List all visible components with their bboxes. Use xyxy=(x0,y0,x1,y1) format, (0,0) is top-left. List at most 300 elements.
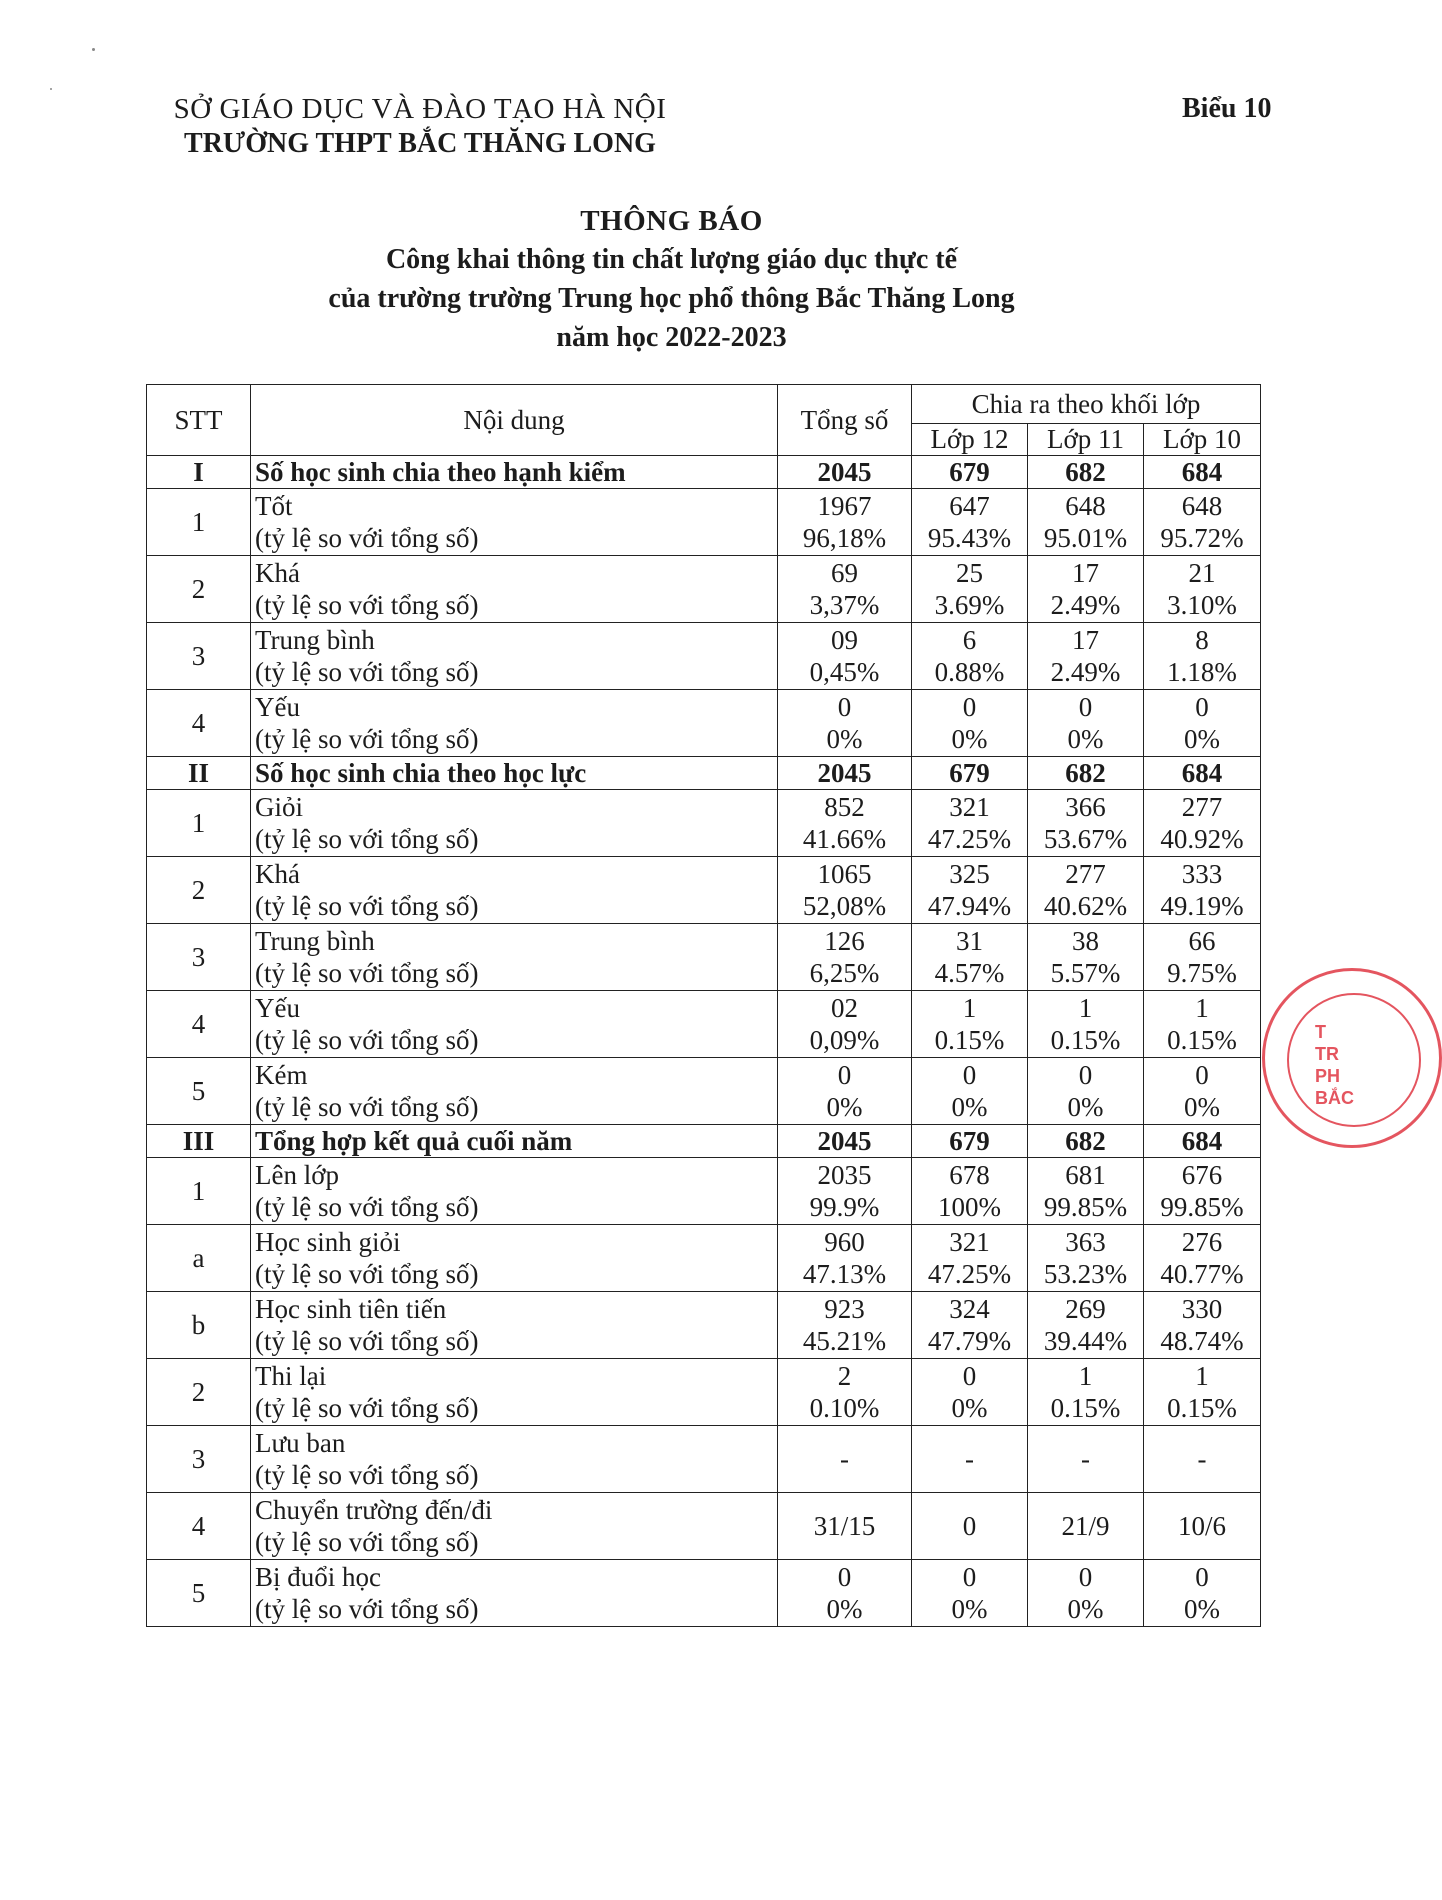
percent-value: 47.94% xyxy=(927,891,1012,921)
cell-g12 xyxy=(912,456,1028,489)
count-value: 684 xyxy=(1181,457,1223,487)
percent-value: 0.15% xyxy=(1050,1025,1121,1055)
count-value: 17 xyxy=(1072,625,1099,655)
count-value: 923 xyxy=(824,1294,865,1324)
item-label: Thi lại xyxy=(255,1361,327,1391)
table-row xyxy=(147,556,1261,623)
cell-total xyxy=(778,1560,912,1627)
stt-value: 3 xyxy=(191,941,206,972)
cell-g11 xyxy=(1028,924,1144,991)
count-value: 0 xyxy=(1078,1060,1093,1090)
percent-value: 0% xyxy=(1067,1594,1104,1624)
percent-value: 0% xyxy=(1067,1092,1104,1122)
percent-value: 53.23% xyxy=(1043,1259,1128,1289)
row-label xyxy=(251,1493,778,1560)
table-row xyxy=(147,623,1261,690)
count-value: 321 xyxy=(949,1227,990,1257)
cell-total xyxy=(778,1426,912,1493)
count-value: 325 xyxy=(949,859,990,889)
item-note: (tỷ lệ so với tổng số) xyxy=(255,1092,479,1122)
count-value: 0 xyxy=(1078,692,1093,722)
row-label xyxy=(251,1426,778,1493)
table-row xyxy=(147,1225,1261,1292)
item-note: (tỷ lệ so với tổng số) xyxy=(255,1527,479,1557)
cell-g12 xyxy=(912,1158,1028,1225)
percent-value: 99.85% xyxy=(1160,1192,1244,1222)
count-value: 333 xyxy=(1181,859,1223,889)
item-label: Học sinh tiên tiến xyxy=(255,1294,447,1324)
cell-total xyxy=(778,1292,912,1359)
title-line-3: năm học 2022-2023 xyxy=(556,322,787,353)
count-value: 648 xyxy=(1065,491,1106,521)
seal-text-line: BẮC xyxy=(1315,1088,1354,1108)
percent-value: 47.25% xyxy=(927,1259,1012,1289)
percent-value: 0.15% xyxy=(1050,1393,1121,1423)
row-stt xyxy=(147,1158,251,1225)
header-grade-12: Lớp 12 xyxy=(912,424,1028,456)
count-value: - xyxy=(1197,1444,1207,1474)
cell-g12 xyxy=(912,1493,1028,1560)
count-value: 324 xyxy=(949,1294,990,1324)
header-grade-10: Lớp 10 xyxy=(1144,424,1261,456)
count-value: 277 xyxy=(1065,859,1106,889)
cell-g11 xyxy=(1028,790,1144,857)
row-stt xyxy=(147,1058,251,1125)
item-note: (tỷ lệ so với tổng số) xyxy=(255,1326,479,1356)
count-value: 1 xyxy=(1078,1361,1093,1391)
header-content: Nội dung xyxy=(251,385,778,456)
table-body xyxy=(147,456,1261,1627)
item-note: (tỷ lệ so với tổng số) xyxy=(255,1393,479,1423)
quality-report-table xyxy=(146,384,1261,1627)
item-note: (tỷ lệ so với tổng số) xyxy=(255,724,479,754)
percent-value: 3.10% xyxy=(1167,590,1237,620)
count-value: 0 xyxy=(1195,1562,1209,1592)
item-note: (tỷ lệ so với tổng số) xyxy=(255,891,479,921)
count-value: 8 xyxy=(1195,625,1209,655)
count-value: 0 xyxy=(837,692,852,722)
count-value: 17 xyxy=(1072,558,1099,588)
row-stt xyxy=(147,991,251,1058)
stt-value: 4 xyxy=(191,1008,206,1039)
item-note: (tỷ lệ so với tổng số) xyxy=(255,824,479,854)
count-value: 678 xyxy=(949,1160,990,1190)
section-label: Số học sinh chia theo học lực xyxy=(255,758,587,788)
percent-value: 95.01% xyxy=(1043,523,1128,553)
stt-value: II xyxy=(187,758,209,788)
percent-value: 95.43% xyxy=(927,523,1012,553)
stt-value: 4 xyxy=(191,1510,206,1541)
count-value: 277 xyxy=(1181,792,1223,822)
section-row xyxy=(147,757,1261,790)
section-row xyxy=(147,456,1261,489)
row-stt xyxy=(147,1125,251,1158)
cell-g12 xyxy=(912,857,1028,924)
stt-value: 5 xyxy=(191,1577,206,1608)
row-stt xyxy=(147,790,251,857)
table-row xyxy=(147,690,1261,757)
cell-g11 xyxy=(1028,857,1144,924)
cell-g12 xyxy=(912,1426,1028,1493)
scan-speck xyxy=(92,48,95,51)
cell-total xyxy=(778,924,912,991)
header-by-grade: Chia ra theo khối lớp xyxy=(912,385,1261,424)
cell-total xyxy=(778,1058,912,1125)
table-row xyxy=(147,489,1261,556)
count-value: 682 xyxy=(1065,1126,1106,1156)
cell-total xyxy=(778,489,912,556)
row-label xyxy=(251,924,778,991)
count-value: 1 xyxy=(962,993,977,1023)
stt-value: 1 xyxy=(191,1175,206,1206)
percent-value: 9.75% xyxy=(1167,958,1237,988)
item-label: Khá xyxy=(255,859,300,889)
cell-total xyxy=(778,757,912,790)
school-name: TRƯỜNG THPT BẮC THĂNG LONG xyxy=(184,128,656,159)
cell-g12 xyxy=(912,790,1028,857)
table-row xyxy=(147,991,1261,1058)
cell-g12 xyxy=(912,924,1028,991)
percent-value: 47.25% xyxy=(927,824,1012,854)
percent-value: 53.67% xyxy=(1043,824,1128,854)
count-value: 0 xyxy=(962,1361,977,1391)
percent-value: 0,09% xyxy=(809,1025,880,1055)
count-value: 6 xyxy=(962,625,977,655)
cell-g11 xyxy=(1028,690,1144,757)
row-stt xyxy=(147,489,251,556)
count-value: 25 xyxy=(956,558,983,588)
row-label xyxy=(251,456,778,489)
cell-g11 xyxy=(1028,1560,1144,1627)
percent-value: 0% xyxy=(951,724,988,754)
count-value: 31/15 xyxy=(813,1511,876,1541)
row-stt xyxy=(147,456,251,489)
item-label: Chuyển trường đến/đi xyxy=(255,1495,493,1525)
seal-text-line: T xyxy=(1315,1022,1326,1042)
cell-g12 xyxy=(912,489,1028,556)
cell-total xyxy=(778,1493,912,1560)
percent-value: 0% xyxy=(951,1092,988,1122)
count-value: 679 xyxy=(949,1126,990,1156)
count-value: 679 xyxy=(949,457,990,487)
percent-value: 0,45% xyxy=(809,657,880,687)
count-value: 66 xyxy=(1188,926,1216,956)
percent-value: 0.10% xyxy=(809,1393,880,1423)
item-label: Bị đuổi học xyxy=(255,1562,381,1592)
row-label xyxy=(251,1292,778,1359)
seal-text-line: TR xyxy=(1315,1044,1339,1064)
percent-value: 0% xyxy=(951,1594,988,1624)
percent-value: 3,37% xyxy=(809,590,880,620)
count-value: 681 xyxy=(1065,1160,1106,1190)
count-value: 852 xyxy=(824,792,865,822)
percent-value: 95.72% xyxy=(1160,523,1244,553)
count-value: - xyxy=(965,1444,974,1474)
cell-total xyxy=(778,790,912,857)
cell-g10 xyxy=(1144,556,1261,623)
percent-value: 100% xyxy=(938,1192,1001,1222)
scan-speck xyxy=(50,88,52,90)
percent-value: 0% xyxy=(951,1393,988,1423)
cell-g10 xyxy=(1144,790,1261,857)
percent-value: 6,25% xyxy=(809,958,880,988)
stt-value: III xyxy=(182,1126,215,1156)
cell-g10 xyxy=(1144,1225,1261,1292)
item-note: (tỷ lệ so với tổng số) xyxy=(255,590,479,620)
table-row xyxy=(147,1493,1261,1560)
count-value: 0 xyxy=(962,1511,977,1541)
cell-g12 xyxy=(912,690,1028,757)
count-value: 363 xyxy=(1065,1227,1106,1257)
count-value: 0 xyxy=(837,1562,852,1592)
count-value: 682 xyxy=(1065,758,1106,788)
cell-g10 xyxy=(1144,757,1261,790)
count-value: 0 xyxy=(962,1562,977,1592)
count-value: 960 xyxy=(824,1227,865,1257)
stt-value: 2 xyxy=(191,874,206,905)
count-value: 2045 xyxy=(817,1126,872,1156)
row-label xyxy=(251,1158,778,1225)
percent-value: 2.49% xyxy=(1050,590,1121,620)
percent-value: 0.15% xyxy=(1167,1393,1237,1423)
title-line-1: Công khai thông tin chất lượng giáo dục thực tế xyxy=(385,244,958,275)
cell-g11 xyxy=(1028,1426,1144,1493)
row-stt xyxy=(147,1292,251,1359)
row-stt xyxy=(147,690,251,757)
cell-g12 xyxy=(912,556,1028,623)
section-label: Số học sinh chia theo hạnh kiểm xyxy=(255,457,626,487)
stt-value: I xyxy=(193,457,204,487)
cell-g10 xyxy=(1144,1158,1261,1225)
count-value: 0 xyxy=(1195,1060,1209,1090)
cell-g10 xyxy=(1144,1058,1261,1125)
percent-value: 99.9% xyxy=(809,1192,880,1222)
percent-value: 0% xyxy=(826,1594,863,1624)
count-value: 2045 xyxy=(817,457,872,487)
count-value: - xyxy=(840,1444,849,1474)
percent-value: 99.85% xyxy=(1043,1192,1128,1222)
count-value: 31 xyxy=(956,926,983,956)
cell-g11 xyxy=(1028,1225,1144,1292)
count-value: - xyxy=(1081,1444,1090,1474)
document-title xyxy=(0,202,1343,357)
percent-value: 0% xyxy=(1184,1594,1220,1624)
row-stt xyxy=(147,857,251,924)
cell-g11 xyxy=(1028,623,1144,690)
cell-total xyxy=(778,556,912,623)
header-grade-11: Lớp 11 xyxy=(1028,424,1144,456)
cell-total xyxy=(778,1158,912,1225)
item-label: Yếu xyxy=(255,692,300,722)
count-value: 648 xyxy=(1181,491,1223,521)
table-row xyxy=(147,1158,1261,1225)
row-label xyxy=(251,1125,778,1158)
stt-value: 3 xyxy=(191,1443,206,1474)
count-value: 679 xyxy=(949,758,990,788)
count-value: 366 xyxy=(1065,792,1106,822)
cell-g10 xyxy=(1144,1426,1261,1493)
item-note: (tỷ lệ so với tổng số) xyxy=(255,1259,479,1289)
title-line-2: của trường trường Trung học phổ thông Bắc Thăng Long xyxy=(328,283,1015,314)
item-label: Lưu ban xyxy=(255,1428,346,1458)
item-label: Trung bình xyxy=(255,926,375,956)
item-note: (tỷ lệ so với tổng số) xyxy=(255,958,479,988)
cell-g12 xyxy=(912,1125,1028,1158)
percent-value: 39.44% xyxy=(1043,1326,1128,1356)
stt-value: 1 xyxy=(191,506,206,537)
percent-value: 96,18% xyxy=(802,523,887,553)
item-note: (tỷ lệ so với tổng số) xyxy=(255,1460,479,1490)
cell-g11 xyxy=(1028,556,1144,623)
cell-g11 xyxy=(1028,489,1144,556)
count-value: 647 xyxy=(949,491,990,521)
row-label xyxy=(251,1225,778,1292)
cell-g10 xyxy=(1144,857,1261,924)
cell-g10 xyxy=(1144,924,1261,991)
cell-g11 xyxy=(1028,757,1144,790)
row-label xyxy=(251,1359,778,1426)
row-label xyxy=(251,1058,778,1125)
count-value: 2 xyxy=(837,1361,852,1391)
cell-total xyxy=(778,857,912,924)
section-label: Tổng hợp kết quả cuối năm xyxy=(255,1126,573,1156)
department-name: SỞ GIÁO DỤC VÀ ĐÀO TẠO HÀ NỘI xyxy=(173,93,667,125)
item-label: Kém xyxy=(255,1060,308,1090)
row-stt xyxy=(147,1225,251,1292)
cell-total xyxy=(778,991,912,1058)
row-label xyxy=(251,790,778,857)
percent-value: 0% xyxy=(826,724,863,754)
percent-value: 0% xyxy=(826,1092,863,1122)
item-label: Giỏi xyxy=(255,792,304,822)
cell-g12 xyxy=(912,1225,1028,1292)
count-value: 682 xyxy=(1065,457,1106,487)
percent-value: 49.19% xyxy=(1160,891,1244,921)
stt-value: 2 xyxy=(191,573,206,604)
cell-g12 xyxy=(912,1359,1028,1426)
count-value: 684 xyxy=(1181,1126,1223,1156)
count-value: 676 xyxy=(1181,1160,1223,1190)
percent-value: 5.57% xyxy=(1050,958,1121,988)
row-stt xyxy=(147,623,251,690)
percent-value: 45.21% xyxy=(802,1326,887,1356)
stt-value: 3 xyxy=(191,640,206,671)
cell-g10 xyxy=(1144,1292,1261,1359)
count-value: 126 xyxy=(824,926,865,956)
cell-g11 xyxy=(1028,1058,1144,1125)
cell-g10 xyxy=(1144,1493,1261,1560)
table-row xyxy=(147,1359,1261,1426)
table-row xyxy=(147,790,1261,857)
count-value: 276 xyxy=(1181,1227,1223,1257)
item-label: Yếu xyxy=(255,993,300,1023)
item-label: Khá xyxy=(255,558,300,588)
header-total: Tổng số xyxy=(778,385,912,456)
cell-g11 xyxy=(1028,991,1144,1058)
stt-value: b xyxy=(191,1309,206,1340)
cell-g10 xyxy=(1144,623,1261,690)
cell-g11 xyxy=(1028,1493,1144,1560)
cell-total xyxy=(778,1225,912,1292)
percent-value: 47.79% xyxy=(927,1326,1012,1356)
percent-value: 3.69% xyxy=(934,590,1005,620)
row-label xyxy=(251,690,778,757)
stt-value: 4 xyxy=(191,707,206,738)
stt-value: a xyxy=(192,1242,205,1273)
issuer-header xyxy=(150,92,690,162)
cell-g10 xyxy=(1144,1560,1261,1627)
school-seal-stamp xyxy=(1262,968,1442,1148)
count-value: 2045 xyxy=(817,758,872,788)
seal-inner-ring xyxy=(1287,993,1421,1127)
cell-g12 xyxy=(912,1292,1028,1359)
row-label xyxy=(251,623,778,690)
count-value: 09 xyxy=(831,625,858,655)
count-value: 684 xyxy=(1181,758,1223,788)
count-value: 0 xyxy=(962,1060,977,1090)
count-value: 02 xyxy=(831,993,858,1023)
row-stt xyxy=(147,556,251,623)
count-value: 1 xyxy=(1195,993,1209,1023)
count-value: 330 xyxy=(1181,1294,1223,1324)
row-label xyxy=(251,1560,778,1627)
percent-value: 1.18% xyxy=(1167,657,1237,687)
percent-value: 40.92% xyxy=(1160,824,1244,854)
count-value: 69 xyxy=(831,558,858,588)
row-stt xyxy=(147,924,251,991)
count-value: 2035 xyxy=(817,1160,872,1190)
cell-g10 xyxy=(1144,991,1261,1058)
percent-value: 48.74% xyxy=(1160,1326,1244,1356)
count-value: 269 xyxy=(1065,1294,1106,1324)
row-stt xyxy=(147,757,251,790)
item-note: (tỷ lệ so với tổng số) xyxy=(255,1192,479,1222)
count-value: 1 xyxy=(1078,993,1093,1023)
cell-total xyxy=(778,456,912,489)
count-value: 0 xyxy=(1078,1562,1093,1592)
stt-value: 2 xyxy=(191,1376,206,1407)
row-stt xyxy=(147,1426,251,1493)
count-value: 1065 xyxy=(817,859,872,889)
table-row xyxy=(147,1058,1261,1125)
item-label: Tốt xyxy=(255,491,293,521)
cell-total xyxy=(778,1125,912,1158)
row-label xyxy=(251,757,778,790)
seal-text xyxy=(1315,1021,1354,1109)
count-value: 1967 xyxy=(817,491,872,521)
stt-value: 5 xyxy=(191,1075,206,1106)
cell-g12 xyxy=(912,991,1028,1058)
cell-g11 xyxy=(1028,456,1144,489)
cell-g12 xyxy=(912,757,1028,790)
count-value: 10/6 xyxy=(1177,1511,1226,1541)
percent-value: 0% xyxy=(1184,724,1220,754)
count-value: 21 xyxy=(1188,558,1216,588)
cell-g11 xyxy=(1028,1125,1144,1158)
item-note: (tỷ lệ so với tổng số) xyxy=(255,1025,479,1055)
table-row xyxy=(147,1560,1261,1627)
cell-g11 xyxy=(1028,1158,1144,1225)
row-label xyxy=(251,991,778,1058)
cell-g10 xyxy=(1144,456,1261,489)
header-stt: STT xyxy=(147,385,251,456)
count-value: 321 xyxy=(949,792,990,822)
count-value: 21/9 xyxy=(1061,1511,1110,1541)
table-row xyxy=(147,1426,1261,1493)
item-label: Lên lớp xyxy=(255,1160,340,1190)
item-label: Học sinh giỏi xyxy=(255,1227,401,1257)
stt-value: 1 xyxy=(191,807,206,838)
